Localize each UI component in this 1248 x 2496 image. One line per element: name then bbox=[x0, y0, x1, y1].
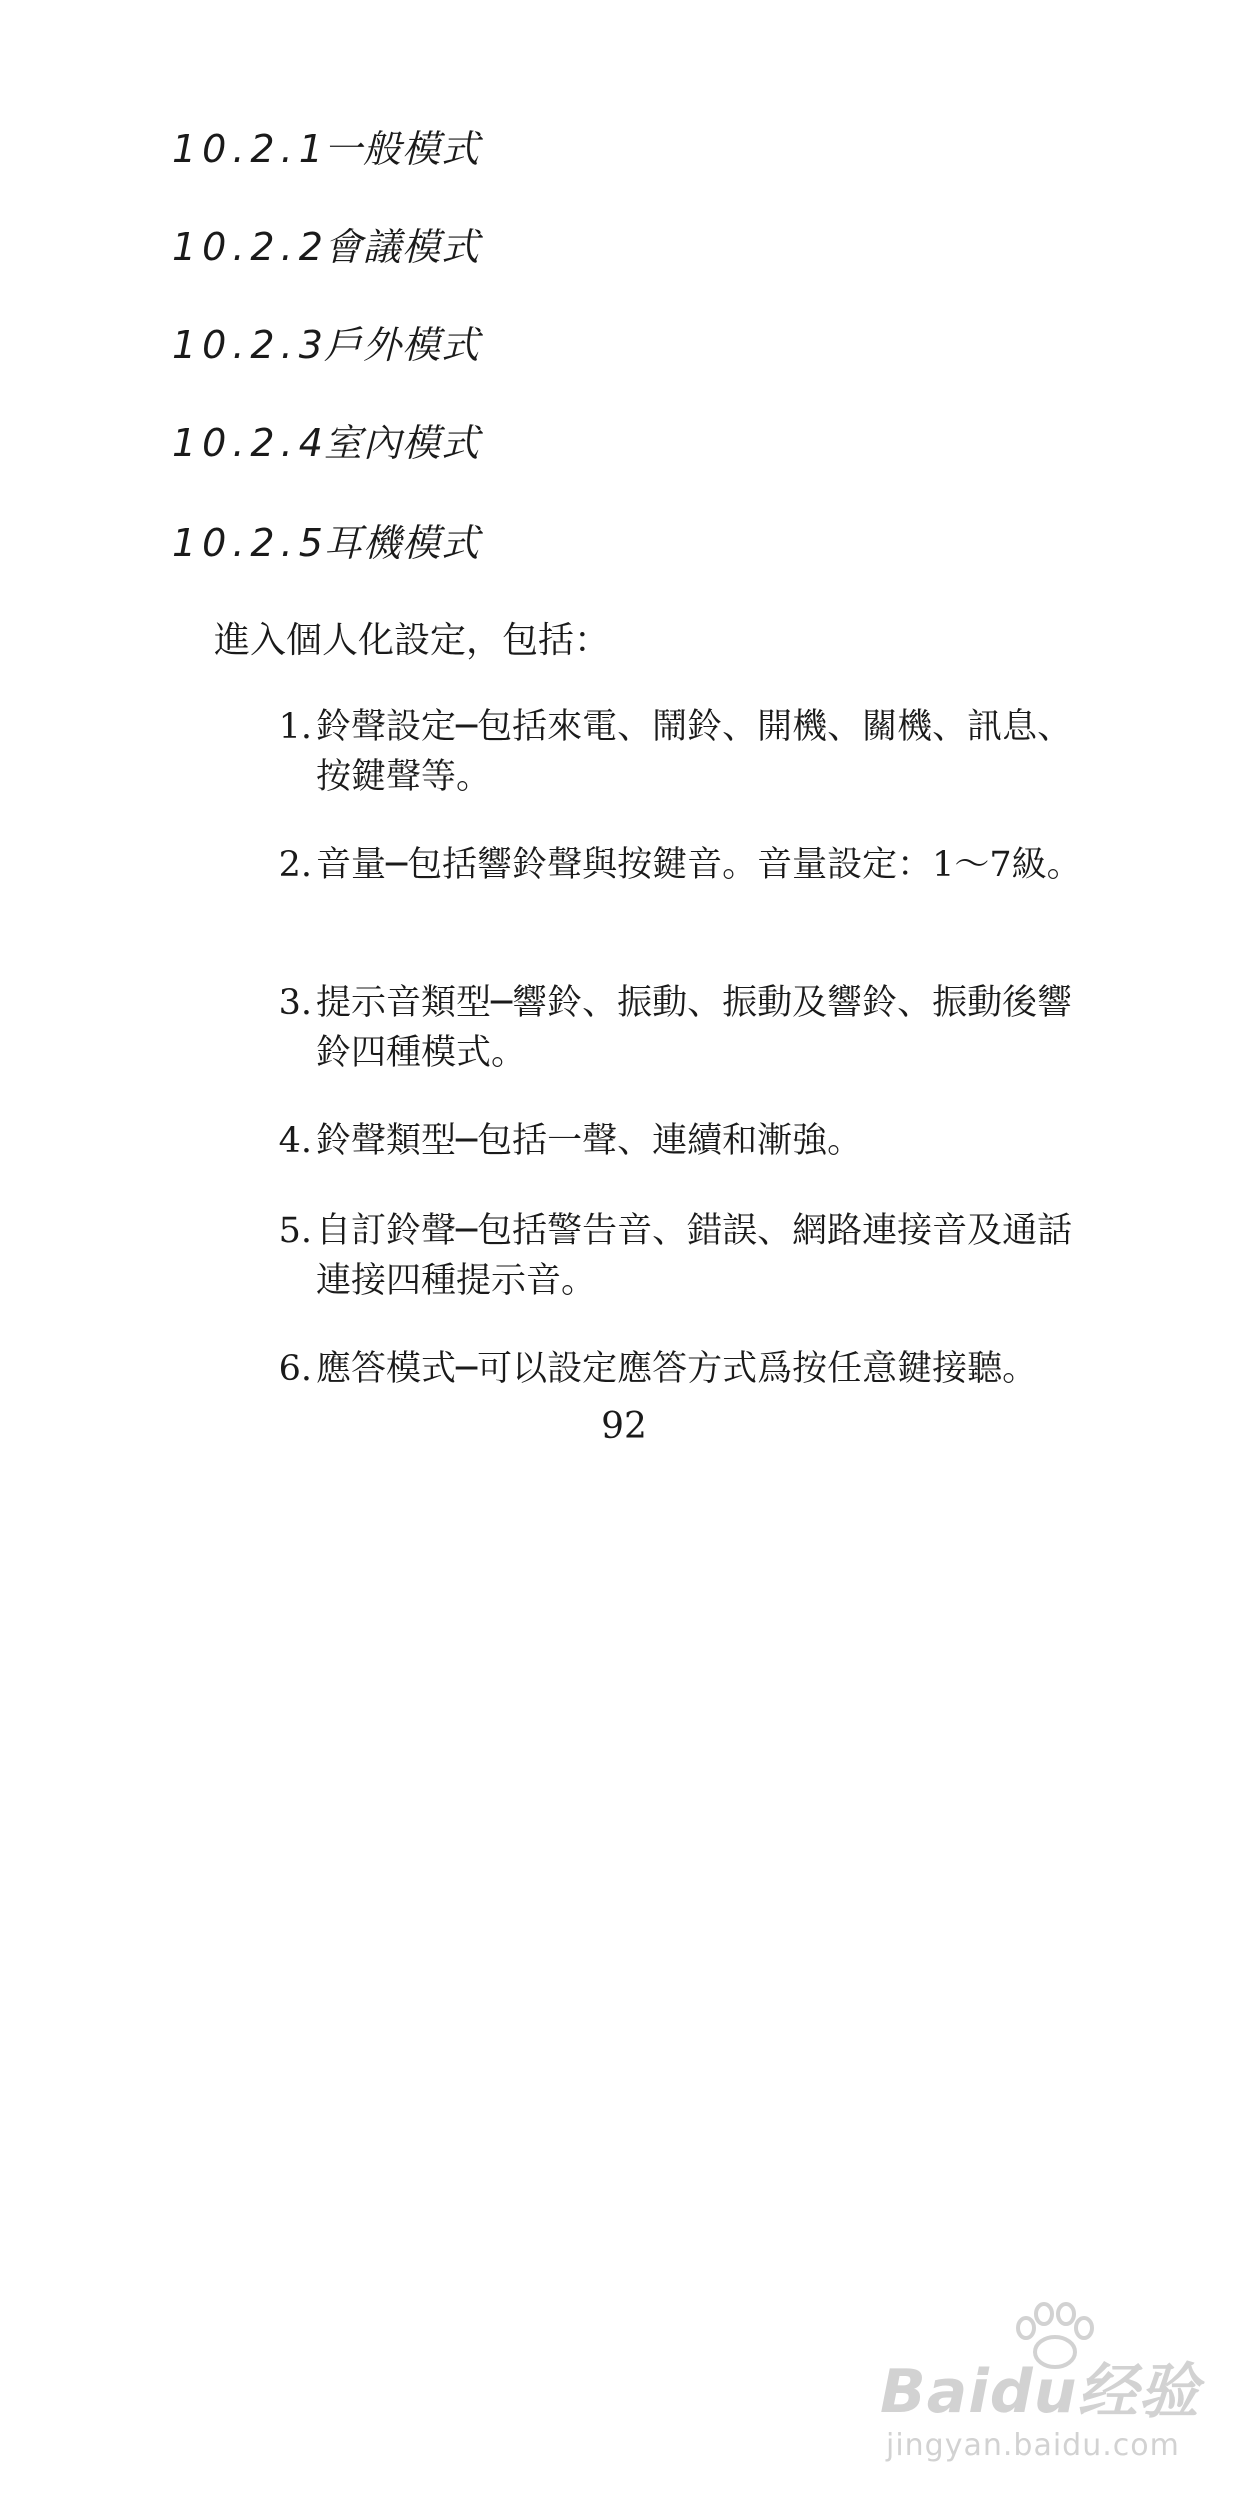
watermark-brand: Baidu经验 bbox=[880, 2357, 1200, 2427]
section-title: 一般模式 bbox=[324, 127, 481, 171]
list-item-number: 4. bbox=[278, 1121, 312, 1161]
section-title: 戶外模式 bbox=[324, 323, 481, 367]
list-item bbox=[250, 702, 1090, 802]
section-number: 10.2.5 bbox=[172, 521, 329, 565]
list-item-number: 1. bbox=[278, 707, 312, 747]
list-item-text: 鈴聲設定─包括來電、鬧鈴、開機、關機、訊息、按鍵聲等。 bbox=[316, 707, 1073, 797]
list-item bbox=[250, 978, 1090, 1078]
section-heading-10-2-5 bbox=[172, 512, 480, 567]
section-title: 室內模式 bbox=[324, 421, 481, 465]
section-number: 10.2.4 bbox=[172, 421, 329, 465]
section-heading-10-2-1 bbox=[172, 118, 480, 173]
list-item-number: 5. bbox=[278, 1211, 312, 1251]
list-item-number: 3. bbox=[278, 983, 312, 1023]
list-item-text: 鈴聲類型─包括一聲、連續和漸強。 bbox=[316, 1121, 863, 1161]
list-item-number: 2. bbox=[278, 845, 312, 885]
list-item bbox=[250, 1116, 1090, 1166]
section-number: 10.2.1 bbox=[172, 127, 329, 171]
section-heading-10-2-2 bbox=[172, 216, 480, 271]
list-item bbox=[250, 1206, 1090, 1306]
section-title: 耳機模式 bbox=[324, 521, 481, 565]
watermark-site: jingyan.baidu.com bbox=[886, 2428, 1180, 2463]
list-item-text: 音量─包括響鈴聲與按鍵音。音量設定：1～7級。 bbox=[316, 845, 1082, 885]
section-heading-10-2-3 bbox=[172, 314, 480, 369]
section-title: 會議模式 bbox=[324, 225, 481, 269]
list-item-text: 應答模式─可以設定應答方式爲按任意鍵接聽。 bbox=[316, 1349, 1038, 1389]
section-number: 10.2.2 bbox=[172, 225, 329, 269]
page-number: 92 bbox=[601, 1406, 647, 1447]
list-item bbox=[250, 1344, 1090, 1394]
section-number: 10.2.3 bbox=[172, 323, 329, 367]
list-item-number: 6. bbox=[278, 1349, 312, 1389]
list-item bbox=[250, 840, 1090, 890]
list-item-text: 提示音類型─響鈴、振動、振動及響鈴、振動後響鈴四種模式。 bbox=[316, 983, 1073, 1073]
section-heading-10-2-4 bbox=[172, 412, 480, 467]
intro-text: 進入個人化設定，包括： bbox=[214, 620, 611, 661]
list-item-text: 自訂鈴聲─包括警告音、錯誤、網路連接音及通話連接四種提示音。 bbox=[316, 1211, 1073, 1301]
watermark bbox=[880, 2300, 1210, 2480]
